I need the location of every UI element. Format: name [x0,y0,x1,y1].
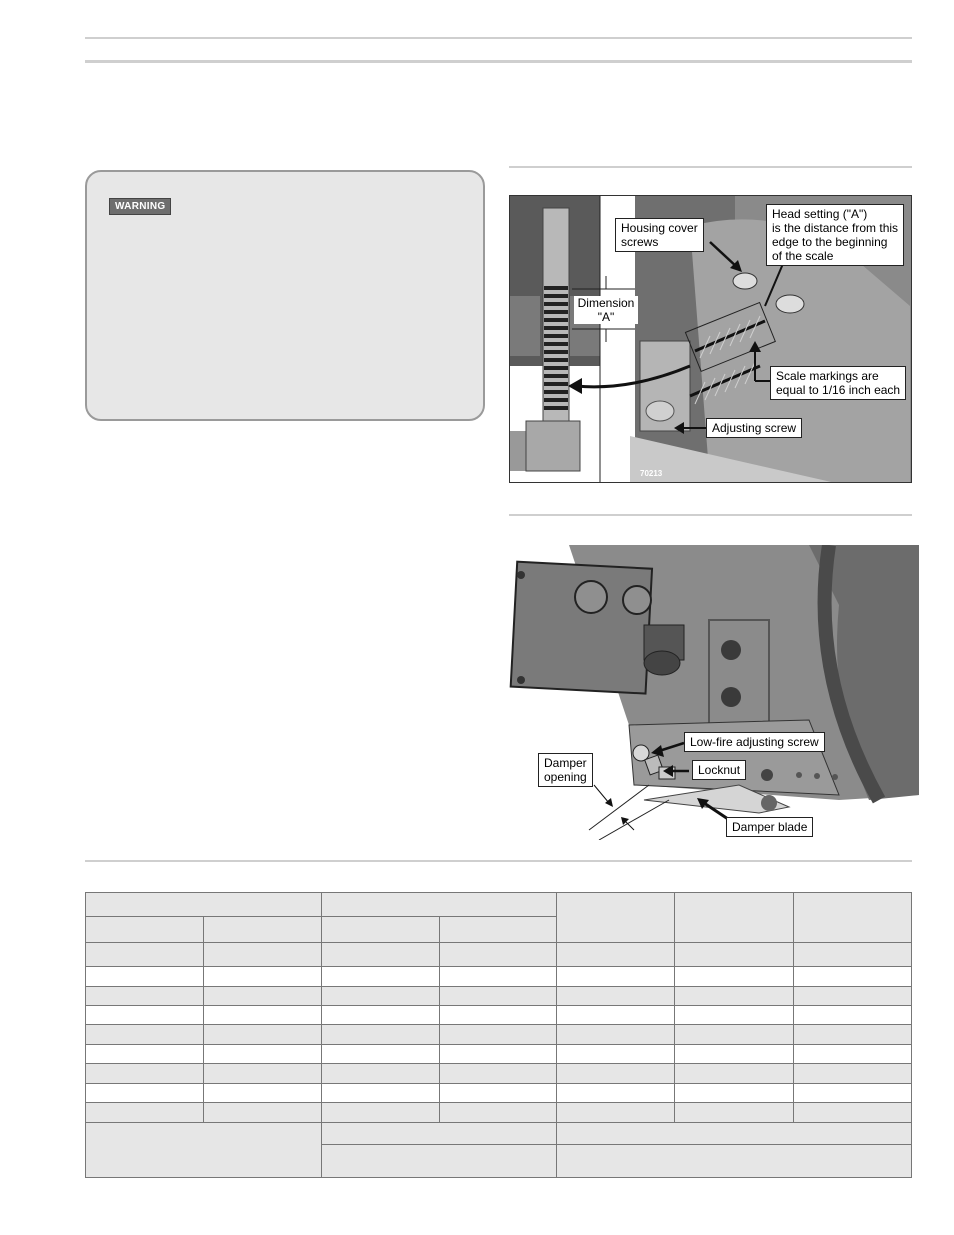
header-cell [86,917,204,943]
figure2-rule [509,514,912,516]
footer-cell [86,1123,322,1178]
housing-cover-callout: Housing cover screws [615,218,704,252]
dimension-a-label: Dimension "A" [574,296,638,324]
table-row [86,967,912,987]
damper-illustration [509,545,919,840]
header-cell [794,893,912,943]
adjusting-screw-callout: Adjusting screw [706,418,802,438]
table-footer-row [86,1123,912,1145]
figure2-number: 70215 [892,827,915,836]
locknut-callout: Locknut [692,760,746,780]
footer-cell [321,1123,557,1145]
header-rule-bottom [85,60,912,63]
header-cell [321,893,557,917]
table-row [86,1006,912,1025]
footer-cell [557,1123,912,1145]
header-cell [675,893,794,943]
header-cell [321,917,439,943]
settings-table [85,892,912,1178]
figure-damper-adjustment [509,545,919,840]
warning-badge: WARNING [109,198,171,215]
head-setting-callout: Head setting ("A") is the distance from this edge to the beginning of the scale [766,204,904,266]
header-cell [86,893,322,917]
scale-markings-callout: Scale markings are equal to 1/16 inch each [770,366,906,400]
table-row [86,1045,912,1064]
footer-cell [321,1145,557,1178]
low-fire-screw-callout: Low-fire adjusting screw [684,732,825,752]
damper-blade-callout: Damper blade [726,817,813,837]
table-row [86,987,912,1006]
damper-opening-callout: Damper opening [538,753,593,787]
figure1-number: 70213 [640,469,663,478]
table-row [86,1084,912,1103]
header-cell [439,917,557,943]
header-rule-top [85,37,912,39]
table-header-row [86,893,912,917]
header-cell [557,893,675,943]
table-rule [85,860,912,862]
figure1-rule [509,166,912,168]
footer-cell [557,1145,912,1178]
header-cell [203,917,321,943]
table-row [86,943,912,967]
table-row [86,1064,912,1084]
table-row [86,1025,912,1045]
table-row [86,1103,912,1123]
warning-panel [85,170,485,421]
figure-burner-head-setting [509,195,912,483]
